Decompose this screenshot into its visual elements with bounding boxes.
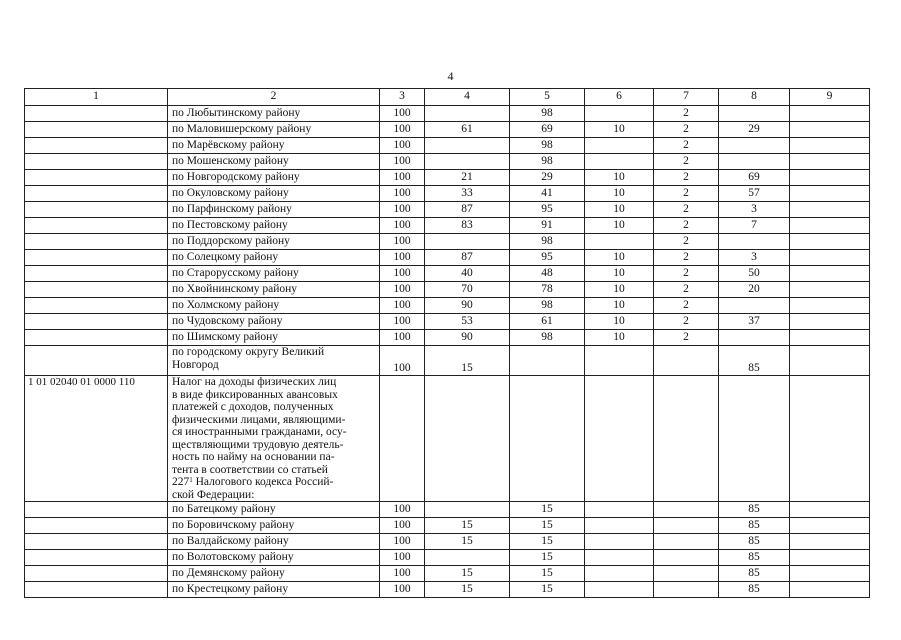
value-cell: 10 <box>585 266 654 282</box>
tax-description-line: платежей с доходов, полученных <box>172 401 334 413</box>
value-cell <box>719 138 790 154</box>
value-cell: 100 <box>380 282 425 298</box>
value-cell: 10 <box>585 282 654 298</box>
district-name-cell: по Демянскому району <box>168 566 380 582</box>
value-cell <box>654 518 719 534</box>
district-rows-group-1 <box>25 106 870 346</box>
table-row <box>25 234 870 250</box>
value-cell: 100 <box>380 314 425 330</box>
table-row <box>25 314 870 330</box>
district-name-cell: по Окуловскому району <box>168 186 380 202</box>
district-name-cell: по Парфинскому району <box>168 202 380 218</box>
header-cell: 8 <box>719 89 790 106</box>
value-cell <box>790 502 870 518</box>
header-cell: 3 <box>380 89 425 106</box>
value-cell: 3 <box>719 250 790 266</box>
value-cell <box>790 566 870 582</box>
value-cell: 3 <box>719 202 790 218</box>
table-row <box>25 502 870 518</box>
header-cell: 2 <box>168 89 380 106</box>
value-cell: 10 <box>585 218 654 234</box>
value-cell <box>585 518 654 534</box>
value-cell <box>654 502 719 518</box>
value-cell: 10 <box>585 202 654 218</box>
value-cell <box>654 376 719 502</box>
value-cell: 2 <box>654 282 719 298</box>
value-cell: 98 <box>510 154 585 170</box>
header-cell: 7 <box>654 89 719 106</box>
tax-description-line: в виде фиксированных авансовых <box>172 388 338 401</box>
article-number: 227 <box>172 476 190 488</box>
value-cell <box>790 122 870 138</box>
value-cell: 15 <box>425 534 510 550</box>
value-cell: 10 <box>585 170 654 186</box>
district-name-cell: по Боровичскому району <box>168 518 380 534</box>
district-name-cell: по Крестецкому району <box>168 582 380 598</box>
value-cell <box>585 234 654 250</box>
header-cell: 1 <box>25 89 168 106</box>
value-cell: 10 <box>585 330 654 346</box>
value-cell: 10 <box>585 250 654 266</box>
value-cell: 7 <box>719 218 790 234</box>
table-row <box>25 138 870 154</box>
value-cell <box>425 154 510 170</box>
code-cell <box>25 250 168 266</box>
value-cell: 100 <box>380 266 425 282</box>
city-row-body <box>25 346 870 502</box>
code-cell <box>25 330 168 346</box>
value-cell: 33 <box>425 186 510 202</box>
value-cell <box>654 534 719 550</box>
value-cell <box>790 282 870 298</box>
value-cell: 15 <box>510 550 585 566</box>
value-cell: 100 <box>380 346 425 376</box>
value-cell: 61 <box>510 314 585 330</box>
value-cell <box>790 138 870 154</box>
value-cell: 87 <box>425 250 510 266</box>
value-cell <box>654 582 719 598</box>
value-cell: 2 <box>654 106 719 122</box>
value-cell: 70 <box>425 282 510 298</box>
district-name-cell <box>168 346 380 376</box>
value-cell <box>585 106 654 122</box>
value-cell: 90 <box>425 298 510 314</box>
value-cell: 2 <box>654 154 719 170</box>
value-cell <box>425 106 510 122</box>
value-cell: 95 <box>510 250 585 266</box>
value-cell <box>585 502 654 518</box>
value-cell: 85 <box>719 518 790 534</box>
table-row-tax-item <box>25 376 870 502</box>
value-cell <box>790 346 870 376</box>
value-cell: 100 <box>380 534 425 550</box>
value-cell: 100 <box>380 550 425 566</box>
value-cell <box>425 550 510 566</box>
value-cell <box>790 186 870 202</box>
value-cell <box>585 582 654 598</box>
value-cell <box>425 138 510 154</box>
value-cell <box>790 250 870 266</box>
value-cell <box>425 502 510 518</box>
page-number: 4 <box>447 69 454 83</box>
value-cell <box>654 346 719 376</box>
value-cell: 2 <box>654 330 719 346</box>
value-cell <box>585 138 654 154</box>
value-cell <box>790 170 870 186</box>
value-cell <box>510 346 585 376</box>
value-cell: 100 <box>380 122 425 138</box>
value-cell <box>790 330 870 346</box>
value-cell: 50 <box>719 266 790 282</box>
value-cell: 98 <box>510 298 585 314</box>
value-cell: 87 <box>425 202 510 218</box>
value-cell: 98 <box>510 138 585 154</box>
value-cell: 100 <box>380 502 425 518</box>
value-cell <box>654 566 719 582</box>
district-name-cell: по Поддорскому району <box>168 234 380 250</box>
tax-description-line: ся иностранными гражданами, осу- <box>172 426 347 438</box>
value-cell: 100 <box>380 298 425 314</box>
value-cell: 85 <box>719 582 790 598</box>
value-cell: 15 <box>425 346 510 376</box>
value-cell: 29 <box>510 170 585 186</box>
header-row <box>25 89 870 106</box>
district-name-cell: по Батецкому району <box>168 502 380 518</box>
table-row <box>25 202 870 218</box>
value-cell: 100 <box>380 582 425 598</box>
budget-distribution-table <box>24 88 870 598</box>
code-cell <box>25 502 168 518</box>
value-cell: 95 <box>510 202 585 218</box>
header-cell: 5 <box>510 89 585 106</box>
value-cell: 10 <box>585 298 654 314</box>
value-cell: 100 <box>380 202 425 218</box>
value-cell: 15 <box>510 534 585 550</box>
tax-description-line: Налог на доходы физических лиц <box>172 376 337 388</box>
value-cell: 100 <box>380 330 425 346</box>
value-cell: 2 <box>654 122 719 138</box>
value-cell: 10 <box>585 186 654 202</box>
value-cell: 15 <box>510 566 585 582</box>
code-cell <box>25 534 168 550</box>
value-cell: 15 <box>510 518 585 534</box>
value-cell: 98 <box>510 106 585 122</box>
district-name-cell: по Солецкому району <box>168 250 380 266</box>
value-cell: 2 <box>654 234 719 250</box>
value-cell: 91 <box>510 218 585 234</box>
value-cell <box>585 566 654 582</box>
value-cell: 2 <box>654 218 719 234</box>
value-cell: 15 <box>425 518 510 534</box>
header-cell: 6 <box>585 89 654 106</box>
value-cell <box>790 518 870 534</box>
table-row <box>25 218 870 234</box>
tax-description-line <box>172 476 376 489</box>
code-cell <box>25 234 168 250</box>
value-cell: 100 <box>380 218 425 234</box>
district-name-cell: по Чудовскому району <box>168 314 380 330</box>
value-cell: 20 <box>719 282 790 298</box>
table-row <box>25 518 870 534</box>
district-name-cell: по Валдайскому району <box>168 534 380 550</box>
value-cell <box>790 534 870 550</box>
value-cell: 15 <box>510 582 585 598</box>
value-cell: 100 <box>380 186 425 202</box>
value-cell: 2 <box>654 138 719 154</box>
code-cell <box>25 154 168 170</box>
value-cell <box>425 234 510 250</box>
value-cell: 53 <box>425 314 510 330</box>
value-cell <box>510 376 585 502</box>
code-cell <box>25 298 168 314</box>
district-name-cell: по Маловишерскому району <box>168 122 380 138</box>
code-cell <box>25 550 168 566</box>
value-cell: 69 <box>510 122 585 138</box>
table-row <box>25 122 870 138</box>
district-name-cell: по Марёвскому району <box>168 138 380 154</box>
district-name-cell: по Холмскому району <box>168 298 380 314</box>
value-cell: 85 <box>719 550 790 566</box>
tax-description-line: тента в соответствии со статьей <box>172 463 328 476</box>
tax-description-tail: Налогового кодекса Россий- <box>195 476 334 488</box>
district-name-cell: по Волотовскому району <box>168 550 380 566</box>
value-cell <box>790 154 870 170</box>
table-row <box>25 566 870 582</box>
value-cell <box>719 154 790 170</box>
value-cell <box>790 266 870 282</box>
value-cell: 100 <box>380 250 425 266</box>
value-cell <box>585 376 654 502</box>
value-cell: 2 <box>654 298 719 314</box>
district-name-cell: по Шимскому району <box>168 330 380 346</box>
district-name-cell: по Мошенскому району <box>168 154 380 170</box>
value-cell <box>585 550 654 566</box>
district-name-line: по городскому округу Великий <box>172 346 325 358</box>
table-row <box>25 550 870 566</box>
table-row <box>25 154 870 170</box>
table-row <box>25 330 870 346</box>
value-cell <box>790 298 870 314</box>
code-cell <box>25 518 168 534</box>
table-row-city <box>25 346 870 376</box>
value-cell: 100 <box>380 138 425 154</box>
value-cell: 78 <box>510 282 585 298</box>
tax-description-line: ществляющими трудовую деятель- <box>172 438 344 451</box>
value-cell: 100 <box>380 234 425 250</box>
value-cell: 100 <box>380 566 425 582</box>
code-cell <box>25 566 168 582</box>
value-cell <box>585 534 654 550</box>
value-cell: 69 <box>719 170 790 186</box>
table-row <box>25 170 870 186</box>
value-cell: 40 <box>425 266 510 282</box>
code-cell <box>25 582 168 598</box>
value-cell <box>719 106 790 122</box>
district-rows-group-2 <box>25 502 870 598</box>
value-cell: 10 <box>585 314 654 330</box>
value-cell: 2 <box>654 314 719 330</box>
code-cell <box>25 282 168 298</box>
header-cell: 4 <box>425 89 510 106</box>
value-cell: 15 <box>510 502 585 518</box>
header-cell: 9 <box>790 89 870 106</box>
value-cell: 85 <box>719 346 790 376</box>
table-row <box>25 266 870 282</box>
value-cell: 100 <box>380 170 425 186</box>
value-cell <box>790 376 870 502</box>
value-cell: 37 <box>719 314 790 330</box>
value-cell: 100 <box>380 106 425 122</box>
value-cell: 2 <box>654 266 719 282</box>
value-cell: 2 <box>654 250 719 266</box>
tax-description-line: ность по найму на основании па- <box>172 451 335 463</box>
value-cell <box>719 234 790 250</box>
value-cell: 98 <box>510 234 585 250</box>
code-cell <box>25 202 168 218</box>
value-cell <box>719 298 790 314</box>
value-cell <box>654 550 719 566</box>
value-cell: 100 <box>380 518 425 534</box>
value-cell: 2 <box>654 170 719 186</box>
value-cell <box>790 106 870 122</box>
code-cell <box>25 186 168 202</box>
value-cell: 2 <box>654 202 719 218</box>
code-cell <box>25 122 168 138</box>
value-cell: 57 <box>719 186 790 202</box>
value-cell: 83 <box>425 218 510 234</box>
district-name-cell: по Новгородскому району <box>168 170 380 186</box>
value-cell: 29 <box>719 122 790 138</box>
value-cell: 90 <box>425 330 510 346</box>
district-name-cell: по Любытинскому району <box>168 106 380 122</box>
value-cell: 15 <box>425 566 510 582</box>
tax-description-line: физическими лицами, являющими- <box>172 413 346 426</box>
value-cell <box>790 582 870 598</box>
value-cell: 85 <box>719 502 790 518</box>
tax-description-line: ской Федерации: <box>172 488 255 501</box>
value-cell: 2 <box>654 186 719 202</box>
value-cell: 41 <box>510 186 585 202</box>
value-cell <box>719 330 790 346</box>
value-cell <box>790 202 870 218</box>
code-cell <box>25 266 168 282</box>
value-cell <box>790 550 870 566</box>
value-cell: 100 <box>380 154 425 170</box>
table-row <box>25 282 870 298</box>
value-cell: 98 <box>510 330 585 346</box>
value-cell <box>425 376 510 502</box>
district-name-cell: по Старорусскому району <box>168 266 380 282</box>
district-name-cell: по Хвойнинскому району <box>168 282 380 298</box>
code-cell <box>25 314 168 330</box>
table-row <box>25 186 870 202</box>
tax-description <box>168 376 380 502</box>
code-cell <box>25 346 168 376</box>
table-row <box>25 534 870 550</box>
district-name-line: Новгород <box>172 358 219 371</box>
value-cell: 85 <box>719 566 790 582</box>
value-cell <box>790 234 870 250</box>
code-cell <box>25 138 168 154</box>
value-cell: 10 <box>585 122 654 138</box>
table-row <box>25 582 870 598</box>
table-row <box>25 106 870 122</box>
value-cell <box>790 314 870 330</box>
code-cell <box>25 106 168 122</box>
value-cell: 48 <box>510 266 585 282</box>
value-cell: 61 <box>425 122 510 138</box>
table-row <box>25 250 870 266</box>
code-cell <box>25 170 168 186</box>
value-cell <box>719 376 790 502</box>
value-cell: 85 <box>719 534 790 550</box>
value-cell <box>585 154 654 170</box>
value-cell: 21 <box>425 170 510 186</box>
value-cell: 15 <box>425 582 510 598</box>
budget-classification-code: 1 01 02040 01 0000 110 <box>25 376 168 502</box>
value-cell <box>790 218 870 234</box>
table-row <box>25 298 870 314</box>
district-name-cell: по Пестовскому району <box>168 218 380 234</box>
value-cell <box>380 376 425 502</box>
value-cell <box>585 346 654 376</box>
article-superscript: 1 <box>189 476 193 484</box>
code-cell <box>25 218 168 234</box>
